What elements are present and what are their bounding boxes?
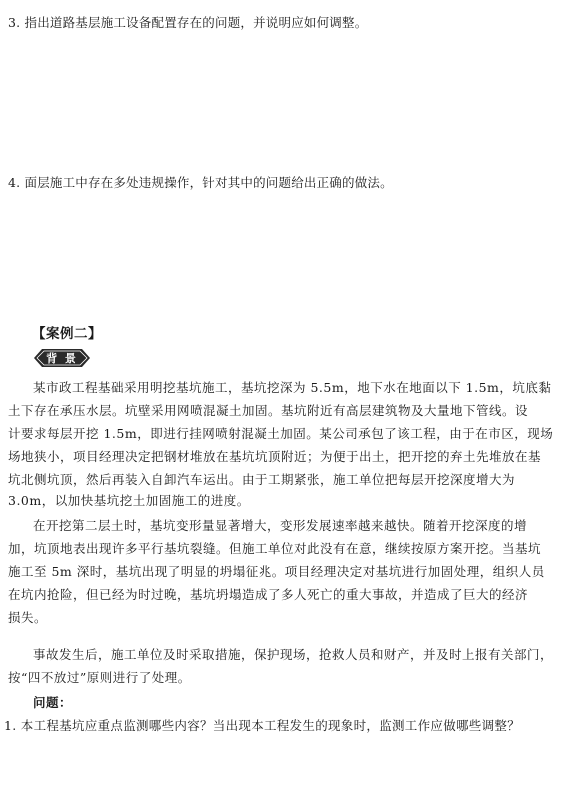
question-4: 4. 面层施工中存在多处违规操作，针对其中的问题给出正确的做法。	[8, 175, 393, 190]
paragraph2-line: 施工至 5m 深时，基坑出现了明显的坍塌征兆。项目经理决定对基坑进行加固处理，组织人员	[8, 564, 545, 579]
paragraph2-line: 在坑内抢险，但已经为时过晚，基坑坍塌造成了多人死亡的重大事故，并造成了巨大的经济	[8, 587, 529, 602]
paragraph1-line: 3.0m，以加快基坑挖土加固施工的进度。	[8, 493, 250, 508]
paragraph3-line: 事故发生后，施工单位及时采取措施，保护现场，抢救人员和财产，并及时上报有关部门，	[33, 647, 554, 662]
paragraph2-line: 在开挖第二层土时，基坑变形量显著增大，变形发展速率越来越快。随着开挖深度的增	[33, 518, 528, 533]
question-3: 3. 指出道路基层施工设备配置存在的问题，并说明应如何调整。	[8, 15, 368, 30]
paragraph2-line: 加，坑顶地表出现许多平行基坑裂缝。但施工单位对此没有在意，继续按原方案开挖。当基坑	[8, 541, 542, 556]
paragraph2-line: 损失。	[8, 610, 48, 625]
case-title: 【案例二】	[32, 326, 102, 342]
paragraph3-line: 按“四不放过”原则进行了处理。	[8, 670, 191, 685]
paragraph1-line: 土下存在承压水层。坑壁采用网喷混凝土加固。基坑附近有高层建筑物及大量地下管线。设	[8, 403, 529, 418]
background-badge-label: 背 景	[46, 352, 78, 365]
paragraph1-line: 某市政工程基础采用明挖基坑施工，基坑挖深为 5.5m，地下水在地面以下 1.5m，坑底黏	[33, 380, 552, 395]
paragraph1-line: 坑北侧坑顶，然后再装入自卸汽车运出。由于工期紧张，施工单位把每层开挖深度增大为	[8, 472, 516, 487]
questions-label: 问题：	[33, 695, 73, 710]
background-badge	[34, 347, 90, 369]
paragraph1-line: 计要求每层开挖 1.5m，即进行挂网喷射混凝土加固。某公司承包了该工程，由于在市区，现场	[8, 426, 554, 441]
question-1: 1. 本工程基坑应重点监测哪些内容？当出现本工程发生的现象时，监测工作应做哪些调整？	[4, 718, 521, 733]
paragraph1-line: 场地狭小，项目经理决定把钢材堆放在基坑坑顶附近；为便于出土，把开挖的弃土先堆放在基	[8, 449, 542, 464]
